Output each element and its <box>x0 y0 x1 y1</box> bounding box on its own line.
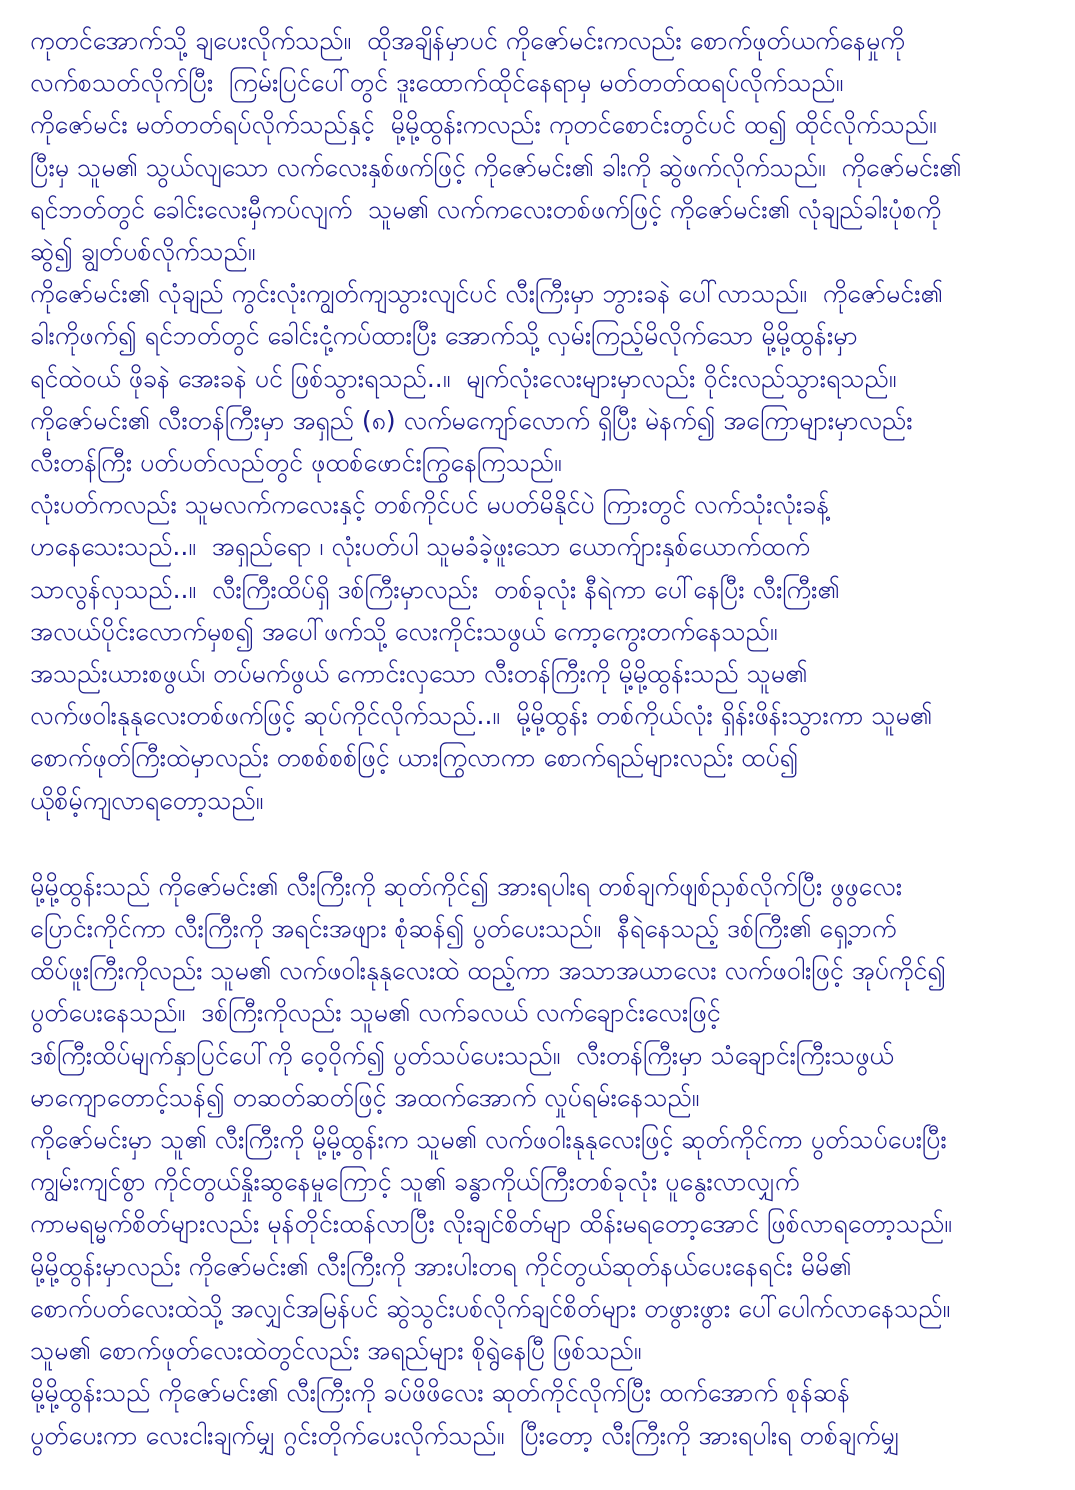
text-line: ပြီးမှ သူမ၏ သွယ်လျသော လက်လေးနှစ်ဖက်ဖြင့် ကိုဇော်မင်း၏ ခါးကို ဆွဲဖက်လိုက်သည်။ ကိုဇော်မင်း၏ <box>30 152 962 182</box>
text-line: ကာမရမ္မက်စိတ်များလည်း မုန်တိုင်းထန်လာပြီး လိုးချင်စိတ်မျာ ထိန်းမရတော့အောင် ဖြစ်လာရတော့သည်။ <box>30 1209 952 1239</box>
text-line: လက်ဖဝါးနုနုလေးတစ်ဖက်ဖြင့် ဆုပ်ကိုင်လိုက်သည်..။ မို့မို့ထွန်း တစ်ကိုယ်လုံး ရှိန်းဖိန်းသွားကာ သူမ၏ <box>30 701 933 731</box>
text-line: လက်စသတ်လိုက်ပြီး ကြမ်းပြင်ပေါ်တွင် ဒူးထောက်ထိုင်နေရာမှ မတ်တတ်ထရပ်လိုက်သည်။ <box>30 68 844 98</box>
paragraph-block-1 <box>30 20 1047 822</box>
text-line: ဒစ်ကြီးထိပ်မျက်နှာပြင်ပေါ်ကို ဝေ့ဝိုက်၍ ပွတ်သပ်ပေးသည်။ လီးတန်ကြီးမှာ သံချောင်းကြီးသဖွယ် <box>30 1040 894 1070</box>
text-line: အလယ်ပိုင်းလောက်မှစ၍ အပေါ်ဖက်သို့ လေးကိုင်းသဖွယ် ကော့ကွေးတက်နေသည်။ <box>30 616 778 646</box>
text-line: ကိုဇော်မင်း၏ လီးတန်ကြီးမှာ အရှည် (၈) လက်မကျော်လောက် ရှိပြီး မဲနက်၍ အကြောများမှာလည်း <box>30 405 913 435</box>
text-line: ကိုဇော်မင်း မတ်တတ်ရပ်လိုက်သည်နှင့် မို့မို့ထွန်းကလည်း ကုတင်စောင်းတွင်ပင် ထ၍ ထိုင်လိုက်သည်။ <box>30 110 937 140</box>
text-line: မို့မို့ထွန်းသည် ကိုဇော်မင်း၏ လီးကြီးကို ခပ်ဖိဖိလေး ဆုတ်ကိုင်လိုက်ပြီး ထက်အောက် စုန်ဆန် <box>30 1378 851 1408</box>
text-line: သာလွန်လှသည်..။ လီးကြီးထိပ်ရှိ ဒစ်ကြီးမှာလည်း တစ်ခုလုံး နီရဲကာ ပေါ်နေပြီး လီးကြီး၏ <box>30 574 840 604</box>
text-line: သူမ၏ စောက်ဖုတ်လေးထဲတွင်လည်း အရည်များ စိုရွဲနေပြီ ဖြစ်သည်။ <box>30 1336 642 1366</box>
text-line: ကုတင်အောက်သို့ ချပေးလိုက်သည်။ ထိုအချိန်မှာပင် ကိုဇော်မင်းကလည်း စောက်ဖုတ်ယက်နေမှုကို <box>30 26 905 55</box>
text-line: ယိုစိမ့်ကျလာရတော့သည်။ <box>30 785 264 815</box>
paragraph-block-2 <box>30 866 1047 1457</box>
text-line: ခါးကိုဖက်၍ ရင်ဘတ်တွင် ခေါင်းငုံ့ကပ်ထားပြီး အောက်သို့ လှမ်းကြည့်မိလိုက်သော မို့မို့ထွန်းမှာ <box>30 321 858 351</box>
text-line: ရင်ထဲဝယ် ဖိုခနဲ အေးခနဲ ပင် ဖြစ်သွားရသည်..။ မျက်လုံးလေးများမှာလည်း ဝိုင်းလည်သွားရသည်။ <box>30 363 897 393</box>
text-line: ပွတ်ပေးကာ လေးငါးချက်မျှ ဂွင်းတိုက်ပေးလိုက်သည်။ ပြီးတော့ လီးကြီးကို အားရပါးရ တစ်ချက်မျှ <box>30 1420 900 1450</box>
text-line: လုံးပတ်ကလည်း သူမလက်ကလေးနှင့် တစ်ကိုင်ပင် မပတ်မိနိုင်ပဲ ကြားတွင် လက်သုံးလုံးခန့် <box>30 490 830 520</box>
text-line: ကျွမ်းကျင်စွာ ကိုင်တွယ်နှိုးဆွနေမှုကြောင့် သူ၏ ခန္ဓာကိုယ်ကြီးတစ်ခုလုံး ပူနွေးလာလျှက် <box>30 1167 800 1197</box>
text-line: ကိုဇော်မင်းမှာ သူ၏ လီးကြီးကို မို့မို့ထွန်းက သူမ၏ လက်ဖဝါးနုနုလေးဖြင့် ဆုတ်ကိုင်ကာ ပွတ်သပ်ပေးပြီး <box>30 1125 947 1155</box>
text-line: လီးတန်ကြီး ပတ်ပတ်လည်တွင် ဖုထစ်ဖောင်းကြွနေကြသည်။ <box>30 448 562 478</box>
text-line: စောက်ပတ်လေးထဲသို့ အလျှင်အမြန်ပင် ဆွဲသွင်းပစ်လိုက်ချင်စိတ်များ တဖွားဖွား ပေါ်ပေါက်လာနေသည်။ <box>30 1293 951 1323</box>
text-line: ထိပ်ဖူးကြီးကိုလည်း သူမ၏ လက်ဖဝါးနုနုလေးထဲ ထည့်ကာ အသာအယာလေး လက်ဖဝါးဖြင့် အုပ်ကိုင်၍ <box>30 956 946 986</box>
text-line: စောက်ဖုတ်ကြီးထဲမှာလည်း တစစ်စစ်ဖြင့် ယားကြွလာကာ စောက်ရည်များလည်း ထပ်၍ <box>30 743 799 773</box>
text-line: ရင်ဘတ်တွင် ခေါင်းလေးမှီကပ်လျက် သူမ၏ လက်ကလေးတစ်ဖက်ဖြင့် ကိုဇော်မင်း၏ လုံချည်ခါးပုံစကို <box>30 194 941 224</box>
text-line: ကိုဇော်မင်း၏ လုံချည် ကွင်းလုံးကျွတ်ကျသွားလျင်ပင် လီးကြီးမှာ ဘွားခနဲ ပေါ်လာသည်။ ကိုဇော်မင်း၏ <box>30 279 943 309</box>
text-line: မာကျောတောင့်သန်၍ တဆတ်ဆတ်ဖြင့် အထက်အောက် လှုပ်ရမ်းနေသည်။ <box>30 1082 700 1112</box>
text-line: ဆွဲ၍ ချွတ်ပစ်လိုက်သည်။ <box>30 237 256 267</box>
text-line: ဟနေသေးသည်..။ အရှည်ရော ၊ လုံးပတ်ပါ သူမခံခဲ့ဖူးသော ယောက်ျားနှစ်ယောက်ထက် <box>30 532 810 562</box>
text-line: ပွတ်ပေးနေသည်။ ဒစ်ကြီးကိုလည်း သူမ၏ လက်ခလယ် လက်ချောင်းလေးဖြင့် <box>30 998 721 1028</box>
text-line: မို့မို့ထွန်းမှာလည်း ကိုဇော်မင်း၏ လီးကြီးကို အားပါးတရ ကိုင်တွယ်ဆုတ်နယ်ပေးနေရင်း မိမိ၏ <box>30 1251 852 1281</box>
text-line: မို့မို့ထွန်းသည် ကိုဇော်မင်း၏ လီးကြီးကို ဆုတ်ကိုင်၍ အားရပါးရ တစ်ချက်ဖျစ်ညှစ်လိုက်ပြီး ဖွဖွလေး <box>30 871 903 901</box>
text-line: အသည်းယားစဖွယ်၊ တပ်မက်ဖွယ် ကောင်းလှသော လီးတန်ကြီးကို မို့မို့ထွန်းသည် သူမ၏ <box>30 659 808 689</box>
text-line: ပြောင်းကိုင်ကာ လီးကြီးကို အရင်းအဖျား စုံဆန်၍ ပွတ်ပေးသည်။ နီရဲနေသည့် ဒစ်ကြီး၏ ရှေ့ဘက် <box>30 914 897 944</box>
